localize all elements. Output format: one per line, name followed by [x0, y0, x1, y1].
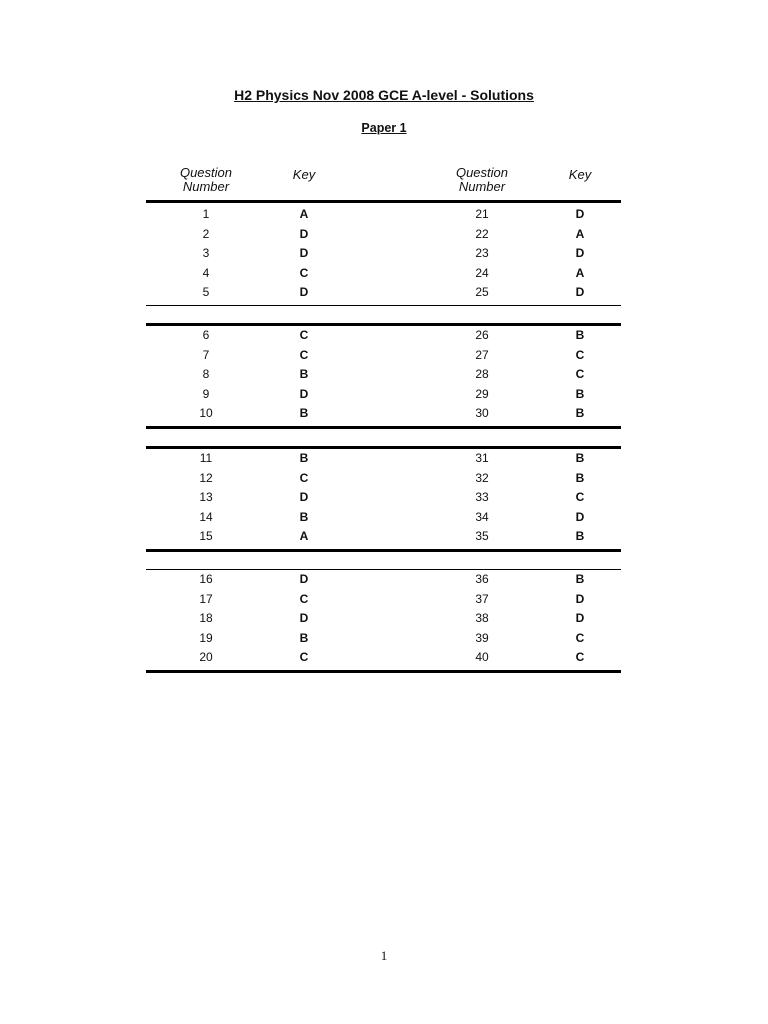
table-header-row	[146, 162, 621, 203]
table-row	[146, 346, 621, 366]
table-row	[146, 629, 621, 649]
table-row	[146, 488, 621, 508]
answer-key-cell: D	[299, 611, 309, 626]
table-block-1	[146, 203, 621, 306]
answer-key-cell: A	[575, 265, 585, 280]
answer-key-cell: D	[575, 246, 585, 261]
answer-key-cell: B	[575, 386, 585, 401]
answer-key-cell: B	[575, 406, 585, 421]
answer-key-cell: D	[575, 611, 585, 626]
answer-key-cell: D	[575, 207, 585, 221]
question-number-cell: 25	[475, 285, 489, 300]
table-row	[146, 264, 621, 284]
question-number-cell: 19	[199, 630, 213, 645]
answer-key-cell: D	[575, 591, 585, 606]
answer-key-cell: B	[575, 571, 585, 586]
paper-subtitle: Paper 1	[361, 121, 407, 135]
question-number-cell: 29	[475, 386, 489, 401]
header-question-number-right: Question Number	[455, 165, 509, 194]
question-number-cell: 37	[475, 591, 489, 606]
answer-key-cell: D	[575, 509, 585, 524]
table-row	[146, 283, 621, 303]
answer-key-cell: A	[299, 529, 309, 544]
question-number-cell: 2	[202, 226, 210, 241]
answer-key-cell: C	[299, 327, 309, 342]
question-number-cell: 17	[199, 591, 213, 606]
question-number-cell: 12	[199, 470, 213, 485]
table-block-4	[146, 569, 621, 673]
question-number-cell: 20	[199, 650, 213, 665]
question-number-cell: 26	[475, 327, 489, 342]
document-title: H2 Physics Nov 2008 GCE A-level - Solutions	[234, 87, 534, 103]
question-number-cell: 4	[202, 265, 210, 280]
table-row	[146, 326, 621, 346]
answer-key-cell: D	[299, 386, 309, 401]
answer-key-cell: C	[575, 650, 585, 665]
question-number-cell: 35	[475, 529, 489, 544]
answer-key-cell: B	[575, 450, 585, 465]
table-row	[146, 609, 621, 629]
question-number-cell: 9	[202, 386, 210, 401]
table-row	[146, 205, 621, 225]
question-number-cell: 33	[475, 490, 489, 505]
answer-key-cell: D	[299, 571, 309, 586]
question-number-cell: 16	[199, 571, 213, 586]
table-row	[146, 365, 621, 385]
answer-key-cell: B	[299, 509, 309, 524]
answer-key-cell: C	[299, 265, 309, 280]
table-row	[146, 570, 621, 590]
answer-key-cell: B	[575, 470, 585, 485]
question-number-cell: 7	[202, 347, 210, 362]
answer-key-cell: D	[299, 226, 309, 241]
question-number-cell: 13	[199, 490, 213, 505]
answer-key-cell: C	[575, 347, 585, 362]
question-number-cell: 36	[475, 571, 489, 586]
answer-key-cell: C	[299, 347, 309, 362]
question-number-cell: 22	[475, 226, 489, 241]
table-row	[146, 590, 621, 610]
question-number-cell: 34	[475, 509, 489, 524]
question-number-cell: 10	[199, 406, 213, 421]
answer-key-cell: C	[299, 470, 309, 485]
table-block-2	[146, 323, 621, 429]
answer-key-cell: A	[299, 207, 309, 221]
page-number: 1	[380, 948, 388, 963]
question-number-cell: 11	[199, 450, 213, 465]
question-number-cell: 32	[475, 470, 489, 485]
answer-key-cell: B	[299, 630, 309, 645]
table-row	[146, 244, 621, 264]
table-row	[146, 225, 621, 245]
table-body	[146, 203, 621, 673]
answer-key-cell: B	[575, 529, 585, 544]
answer-key-cell: C	[575, 490, 585, 505]
table-row	[146, 508, 621, 528]
table-row	[146, 469, 621, 489]
answer-key-cell: C	[575, 367, 585, 382]
table-row	[146, 385, 621, 405]
answer-key-cell: D	[299, 285, 309, 300]
question-number-cell: 31	[475, 450, 489, 465]
question-number-cell: 1	[202, 207, 210, 221]
question-number-cell: 24	[475, 265, 489, 280]
question-number-cell: 8	[202, 367, 210, 382]
question-number-cell: 18	[199, 611, 213, 626]
answer-key-cell: B	[575, 327, 585, 342]
question-number-cell: 5	[202, 285, 210, 300]
answer-key-cell: D	[299, 490, 309, 505]
header-key-left: Key	[292, 167, 316, 182]
question-number-cell: 40	[475, 650, 489, 665]
header-question-number-left: Question Number	[179, 165, 233, 194]
question-number-cell: 23	[475, 246, 489, 261]
question-number-cell: 6	[202, 327, 210, 342]
answer-key-cell: C	[299, 650, 309, 665]
answer-key-cell: B	[299, 406, 309, 421]
answer-key-cell: A	[575, 226, 585, 241]
question-number-cell: 14	[199, 509, 213, 524]
question-number-cell: 15	[199, 529, 213, 544]
question-number-cell: 38	[475, 611, 489, 626]
answer-key-cell: C	[299, 591, 309, 606]
answer-key-cell: C	[575, 630, 585, 645]
answer-key-cell: B	[299, 450, 309, 465]
question-number-cell: 21	[475, 207, 489, 221]
table-row	[146, 404, 621, 424]
question-number-cell: 30	[475, 406, 489, 421]
table-row	[146, 527, 621, 547]
question-number-cell: 3	[202, 246, 210, 261]
answer-key-cell: D	[299, 246, 309, 261]
question-number-cell: 27	[475, 347, 489, 362]
answer-key-cell: D	[575, 285, 585, 300]
header-key-right: Key	[568, 167, 592, 182]
table-row	[146, 648, 621, 668]
table-block-3	[146, 446, 621, 552]
answer-key-table	[146, 162, 621, 673]
question-number-cell: 28	[475, 367, 489, 382]
table-row	[146, 449, 621, 469]
answer-key-cell: B	[299, 367, 309, 382]
question-number-cell: 39	[475, 630, 489, 645]
